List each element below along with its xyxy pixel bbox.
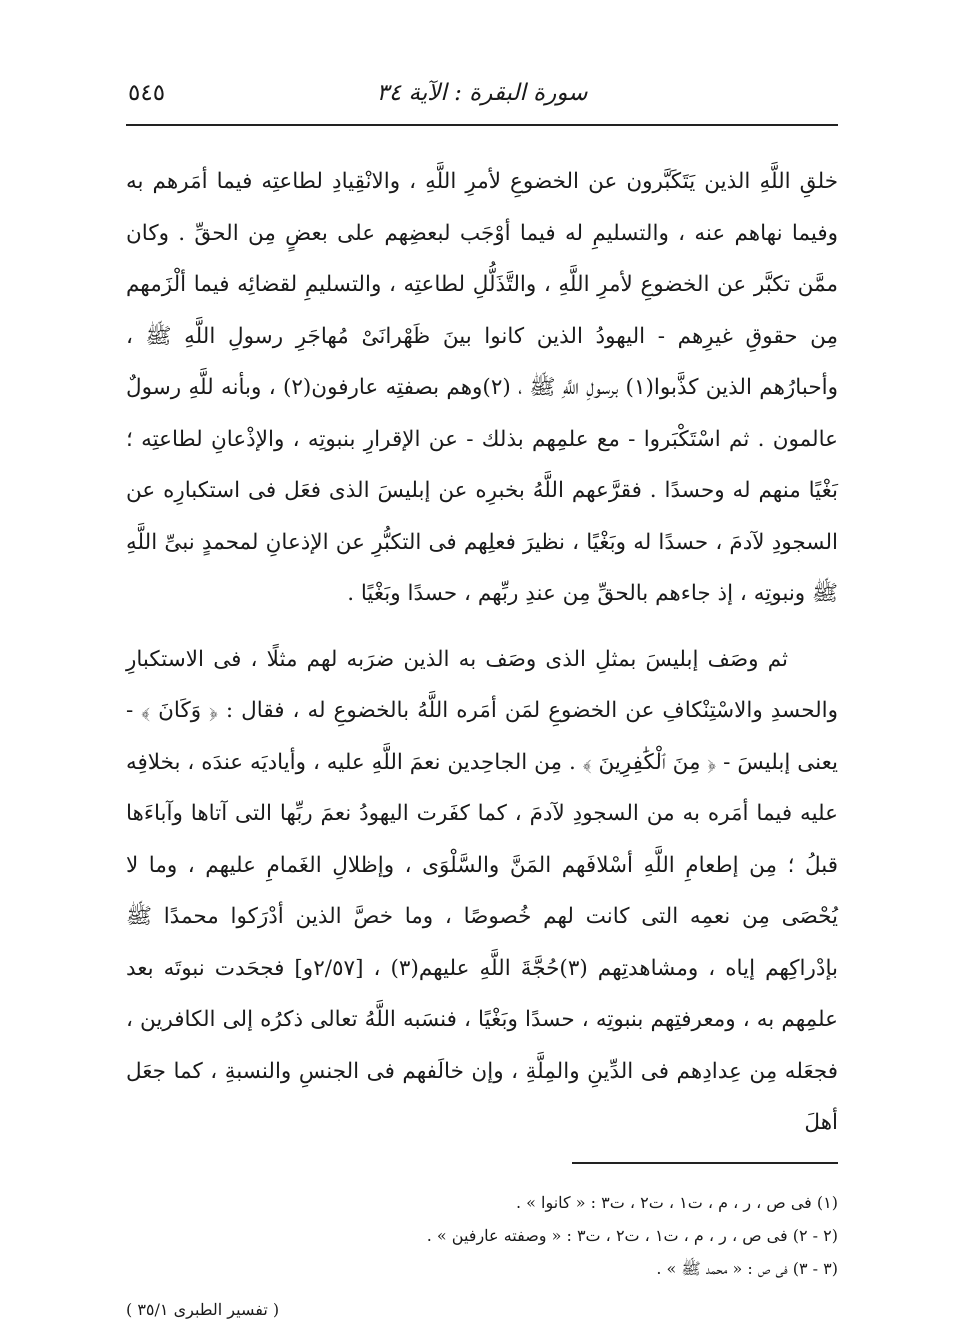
page-number: ٥٤٥: [128, 80, 166, 106]
paragraph-2: ثم وصَف إبليسَ بمثلِ الذى وصَف به الذين ضرَبه لهم مثلًا ، فى الاستكبارِ والحسدِ والاسْتِنْكافِ عن الخضوعِ لمَن أمَره اللَّهُ بالخضوعِ له ، فقال : ﴿ وَكَانَ ﴾ - يعنى إبليسَ - ﴿ مِنَ ٱلْكَٰفِرِينَ ﴾ . مِن الجاحِدين نعمَ اللَّهِ عليه ، وأياديَه عندَه ، بخلافِه عليه فيما أمَره به من السجودِ لآدمَ ، كما كفَرت اليهودُ نعمَ ربِّها التى آتاها وآباءَها قبلُ ؛ مِن إطعامِ اللَّهِ أسْلافَهم المَنَّ والسَّلْوَى ، وإظلالِ الغَمامِ عليهم ، وما لا يُحْصَى مِن نعمِه التى كانت لهم خُصوصًا ، وما خصَّ الذين أدْرَكوا محمدًا ﷺ بإدْراكِهم إياه ، ومشاهدتِهم (٣)حُجَّةَ اللَّهِ عليهم(٣) ، [٢/٥٧و] فجحَدت نبوتَه بعد علمِهم به ، ومعرفتِهم بنبوتِه ، حسدًا وبَغْيًا ، فنسَبه اللَّهُ تعالى ذكرُه إلى الكافرين ، فجعَله مِن عِدادِهم فى الدِّينِ والمِلَّةِ ، وإن خالَفهم فى الجنسِ والنسبةِ ، كما جعَل أهلَ: [126, 646, 838, 1135]
running-title: سورة البقرة : الآية ٣٤: [376, 80, 588, 106]
source-note: ( تفسير الطبرى ٣٥/١ ): [126, 1300, 280, 1319]
main-text: [126, 156, 838, 1149]
footnote-3: (٣ - ٣) فى ص : « محمد ﷺ » .: [656, 1259, 838, 1278]
footnote-2: (٢ - ٢) فى ص ، ر ، م ، ت١ ، ت٢ ، ت٣ : « وصفته عارفين » .: [426, 1226, 838, 1245]
page-header: [126, 78, 838, 118]
paragraph-1: خلقِ اللَّهِ الذين يَتَكَبَّرون عن الخضوعِ لأمرِ اللَّهِ ، والانْقِيادِ لطاعتِه فيما أمَرهم به وفيما نهاهم عنه ، والتسليمِ له فيما أوْجَب لبعضِهم على بعضٍ مِن الحقِّ . وكان ممَّن تكبَّر عن الخضوعِ لأمرِ اللَّهِ ، والتَّذَلُّلِ لطاعتِه ، والتسليمِ لقضائِه فيما ألْزَمهم مِن حقوقِ غيرِهم - اليهودُ الذين كانوا بينَ ظَهْرانَىْ مُهاجَرِ رسولِ اللَّهِ ﷺ ، وأحبارُهم الذين كذَّبوا(١) برسولِ اللَّهِ ﷺ ، (٢)وهم بصفتِه عارفون(٢) ، وبأنه للَّهِ رسولٌ عالمون . ثم اسْتَكْبَروا - مع علمِهم بذلك - عن الإقرارِ بنبوتِه ، والإذْعانِ لطاعتِه ؛ بَغْيًا منهم له وحسدًا . فقرَّعهم اللَّهُ بخبرِه عن إبليسَ الذى فعَل فى استكبارِه عن السجودِ لآدمَ ، حسدًا له وبَغْيًا ، نظيرَ فعلِهم فى التكبُّرِ عن الإذعانِ لمحمدٍ نبىِّ اللَّهِ ﷺ ونبوتِه ، إذ جاءهم بالحقِّ مِن عندِ ربِّهم ، حسدًا وبَغْيًا .: [126, 169, 838, 606]
header-divider: [126, 124, 838, 126]
footnote-divider: [572, 1162, 838, 1164]
footnote-1: (١) فى ص ، ر ، م ، ت١ ، ت٢ ، ت٣ : « كانوا » .: [515, 1193, 838, 1212]
footnotes: [126, 1186, 838, 1285]
